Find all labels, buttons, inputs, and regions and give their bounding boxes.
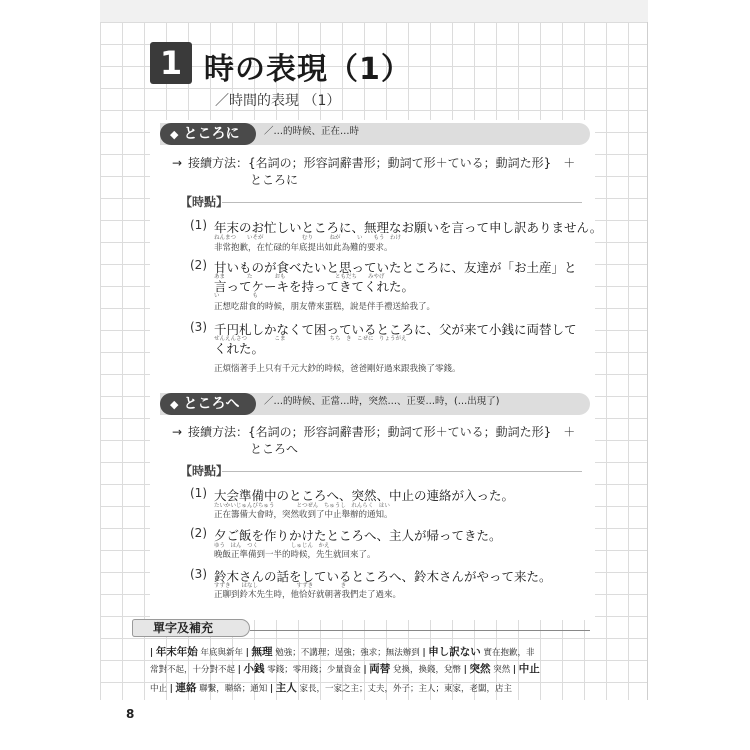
- example-1-3: [190, 320, 585, 374]
- chapter-number: 1: [150, 42, 192, 84]
- vocab-def: 零錢；零用錢；少量資金: [267, 665, 361, 675]
- vocab-word: 中止: [518, 663, 540, 675]
- connection-line2: ところへ: [250, 442, 299, 456]
- vocab-def: 中止: [150, 684, 168, 694]
- example-japanese-line2: 言ってケーキを持ってきてくれた。: [214, 279, 415, 294]
- vocab-def: 突然: [493, 665, 511, 675]
- furigana: あま た おも ともだち みやげ: [214, 274, 385, 280]
- usage-tag: 【時點】: [180, 464, 229, 478]
- example-number: (3): [190, 320, 207, 334]
- vocab-heading: 單字及補充: [132, 619, 250, 637]
- example-2-1: [190, 486, 585, 520]
- chapter-subtitle: ／時間的表現 （1）: [215, 93, 341, 109]
- example-japanese: 夕ご飯を作りかけたところへ、主人が帰ってきた。: [214, 528, 502, 543]
- section-meaning: ／…的時候、正當…時，突然…、正要…時，(…出現了): [264, 396, 500, 407]
- vocab-def: 實在抱歉，非: [483, 648, 535, 658]
- connection-line1: 接續方法：{名詞の；形容詞辭書形；動詞て形＋ている；動詞た形} ＋: [188, 425, 576, 439]
- vocab-word: 突然: [469, 663, 491, 675]
- section-title: ところへ: [183, 396, 240, 412]
- section-meaning: ／…的時候、正在…時: [264, 126, 360, 137]
- diamond-icon: ◆: [170, 128, 179, 141]
- usage-tag: 【時點】: [180, 195, 229, 209]
- vocab-def: 勉強；不講理；逞強；強求；無法辦到: [275, 648, 420, 658]
- furigana: ゆう はん つく しゅじん かえ: [214, 543, 330, 549]
- example-number: (1): [190, 486, 207, 500]
- example-japanese: 鈴木さんの話をしているところへ、鈴木さんがやって来た。: [214, 569, 552, 584]
- example-japanese: 千円札しかなくて困っているところに、父が来て小銭に両替して: [214, 322, 577, 337]
- example-translation: 非常抱歉，在忙碌的年底提出如此為難的要求。: [214, 243, 393, 253]
- connection-rule: [172, 424, 592, 458]
- example-translation: 正想吃甜食的時候，朋友帶來蛋糕，說是伴手禮送給我了。: [214, 302, 436, 312]
- furigana-line2: い も: [214, 293, 259, 299]
- example-number: (2): [190, 258, 207, 272]
- vocab-word: 両替: [369, 663, 391, 675]
- example-japanese: 大会準備中のところへ、突然、中止の連絡が入った。: [214, 488, 515, 503]
- vocab-def: 聯繫，聯絡；通知: [199, 684, 268, 694]
- vocab-def: 年底與新年: [200, 648, 244, 658]
- section-bar-tokoroe: [160, 393, 590, 415]
- vocab-word: 年末年始: [155, 646, 198, 658]
- page-number: 8: [126, 707, 135, 721]
- section-heading: [160, 393, 256, 415]
- chapter-title: 時の表現（1）: [204, 52, 412, 87]
- vocab-word: 申し訳ない: [428, 646, 481, 658]
- section-title: ところに: [183, 126, 240, 142]
- vocab-line-3: 中止 | 連絡 聯繫，聯絡；通知 | 主人 家長，一家之主；丈夫，外子；主人；東家，老闆，店主: [150, 682, 512, 694]
- example-translation: 正聊到鈴木先生時，他恰好就朝著我們走了過來。: [214, 590, 402, 600]
- vocab-divider: [250, 630, 590, 631]
- example-number: (3): [190, 567, 207, 581]
- example-translation: 正在籌備大會時，突然收到了中止舉辦的通知。: [214, 510, 393, 520]
- vocab-line-1: | 年末年始 年底與新年 | 無理 勉強；不講理；逞強；強求；無法辦到 | 申し訳ない 實在抱歉，非: [150, 646, 535, 658]
- example-japanese-line2: くれた。: [214, 341, 265, 356]
- furigana: すずき はなし すずき き: [214, 583, 347, 589]
- furigana: ねんまつ いそが むり ねが い もう わけ: [214, 235, 402, 241]
- example-japanese: 年末のお忙しいところに、無理なお願いを言って申し訳ありません。: [214, 220, 603, 235]
- grid-top-band: [100, 0, 648, 22]
- vocab-word: 連絡: [175, 682, 197, 694]
- example-1-1: [190, 218, 603, 253]
- vocab-word: 主人: [275, 682, 297, 694]
- example-translation: 晚飯正準備到一半的時候，先生就回來了。: [214, 550, 376, 560]
- section-heading: [160, 123, 256, 145]
- connection-line2: ところに: [250, 173, 299, 187]
- connection-line1: 接續方法：{名詞の；形容詞辭書形；動詞て形＋ている；動詞た形} ＋: [188, 156, 576, 170]
- example-number: (1): [190, 218, 207, 232]
- arrow-right-icon: →: [172, 425, 183, 439]
- example-japanese: 甘いものが食べたいと思っていたところに、友達が「お土産」と: [214, 260, 577, 275]
- section-bar-tokoroni: [160, 123, 590, 145]
- example-2-2: [190, 526, 585, 560]
- furigana: せんえんさつ こま ちち き こぜに りょうがえ: [214, 336, 407, 342]
- vocab-def: 家長，一家之主；丈夫，外子；主人；東家，老闆，店主: [299, 684, 512, 694]
- diamond-icon: ◆: [170, 398, 179, 411]
- divider: [222, 471, 582, 472]
- example-1-2: [190, 258, 585, 312]
- vocab-def: 兌換，換錢，兌幣: [392, 665, 461, 675]
- connection-rule: [172, 155, 592, 189]
- example-2-3: [190, 567, 585, 601]
- furigana: たいかいじゅんびちゅう とつぜん ちゅうし れんらく はい: [214, 503, 390, 509]
- vocab-word: 小銭: [243, 663, 265, 675]
- vocab-word: 無理: [251, 646, 273, 658]
- vocab-line-2: 常對不起，十分對不起 | 小銭 零錢；零用錢；少量資金 | 両替 兌換，換錢，兌幣 | 突然 突然 | 中止: [150, 663, 540, 675]
- divider: [222, 202, 582, 203]
- example-translation: 正煩惱著手上只有千元大鈔的時候，爸爸剛好過來跟我換了零錢。: [214, 364, 461, 374]
- example-number: (2): [190, 526, 207, 540]
- vocab-def: 常對不起，十分對不起: [150, 665, 236, 675]
- arrow-right-icon: →: [172, 156, 183, 170]
